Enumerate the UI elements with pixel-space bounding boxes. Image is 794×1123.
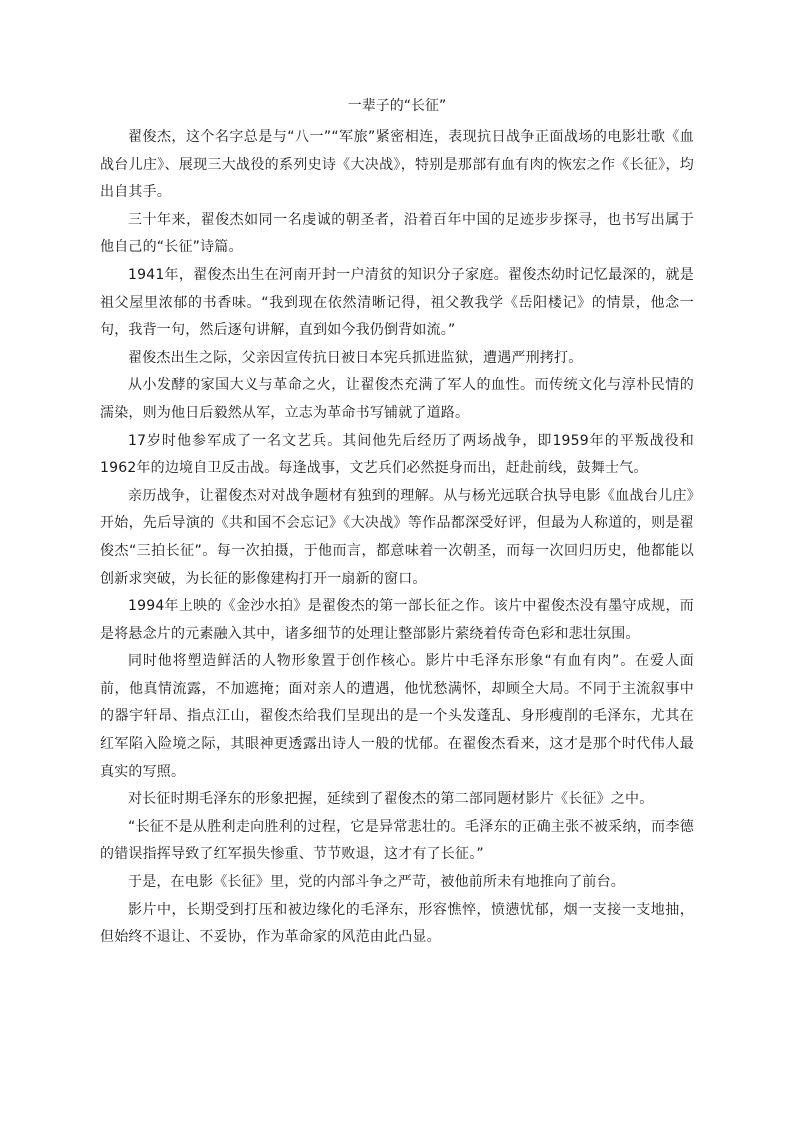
paragraph-5: 从小发酵的家国大义与革命之火，让翟俊杰充满了军人的血性。而传统文化与淳朴民情的濡染，则为他日后毅然从军，立志为革命书写铺就了道路。 [100, 377, 694, 421]
paragraph-1: 翟俊杰，这个名字总是与“八一”“军旅”紧密相连，表现抗日战争正面战场的电影壮歌《血战台儿庄》、展现三大战役的系列史诗《大决战》，特别是那部有血有肉的恢宏之作《长征》，均出自其手。 [100, 129, 694, 201]
paragraph-2: 三十年来，翟俊杰如同一名虔诚的朝圣者，沿着百年中国的足迹步步探寻，也书写出属于他自己的“长征”诗篇。 [100, 211, 694, 256]
paragraph-8: 1994年上映的《金沙水拍》是翟俊杰的第一部长征之作。该片中翟俊杰没有墨守成规，而是将悬念片的元素融入其中，诸多细节的处理让整部影片萦绕着传奇色彩和悲壮氛围。 [100, 598, 694, 642]
article-title: 一辈子的“长征” [347, 98, 447, 114]
paragraph-7: 亲历战争，让翟俊杰对对战争题材有独到的理解。从与杨光远联合执导电影《血战台儿庄》开始，先后导演的《共和国不会忘记》《大决战》等作品都深受好评，但最为人称道的，则是翟俊杰“三拍长征”。每一次拍摄，于他而言，都意味着一次朝圣，而每一次回归历史，他都能以创新求突破，为长征的影像建构打开一扇新的窗口。 [100, 487, 694, 587]
paragraph-13: 影片中，长期受到打压和被边缘化的毛泽东，形容憔悴，愤懑忧郁，烟一支接一支地抽，但始终不退让、不妥协，作为革命家的风范由此凸显。 [100, 901, 694, 946]
document-page [100, 96, 694, 952]
paragraph-6: 17岁时他参军成了一名文艺兵。其间他先后经历了两场战争，即1959年的平叛战役和1962年的边境自卫反击战。每逢战事，文艺兵们必然挺身而出，赶赴前线，鼓舞士气。 [100, 432, 694, 477]
paragraph-4: 翟俊杰出生之际，父亲因宣传抗日被日本宪兵抓进监狱，遭遇严刑拷打。 [128, 349, 583, 366]
paragraph-9: 同时他将塑造鲜活的人物形象置于创作核心。影片中毛泽东形象“有血有肉”。在爱人面前，他真情流露，不加遮掩；面对亲人的遭遇，他忧愁满怀，却顾全大局。不同于主流叙事中的器宇轩昂、指点江山，翟俊杰给我们呈现出的是一个头发蓬乱、身形瘦削的毛泽东，尤其在红军陷入险境之际，其眼神更透露出诗人一般的忧郁。在翟俊杰看来，这才是那个时代伟人最真实的写照。 [100, 653, 694, 780]
paragraph-3: 1941年，翟俊杰出生在河南开封一户清贫的知识分子家庭。翟俊杰幼时记忆最深的，就是祖父屋里浓郁的书香味。“我到现在依然清晰记得，祖父教我学《岳阳楼记》的情景，他念一句，我背一句，然后逐句讲解，直到如今我仍倒背如流。” [100, 266, 694, 339]
paragraph-10: 对长征时期毛泽东的形象把握，延续到了翟俊杰的第二部同题材影片《长征》之中。 [128, 791, 654, 808]
paragraph-11: “长征不是从胜利走向胜利的过程，它是异常悲壮的。毛泽东的正确主张不被采纳，而李德的错误指挥导致了红军损失惨重、节节败退，这才有了长征。” [100, 818, 694, 863]
paragraph-12: 于是，在电影《长征》里，党的内部斗争之严苛，被他前所未有地推向了前台。 [128, 874, 625, 891]
